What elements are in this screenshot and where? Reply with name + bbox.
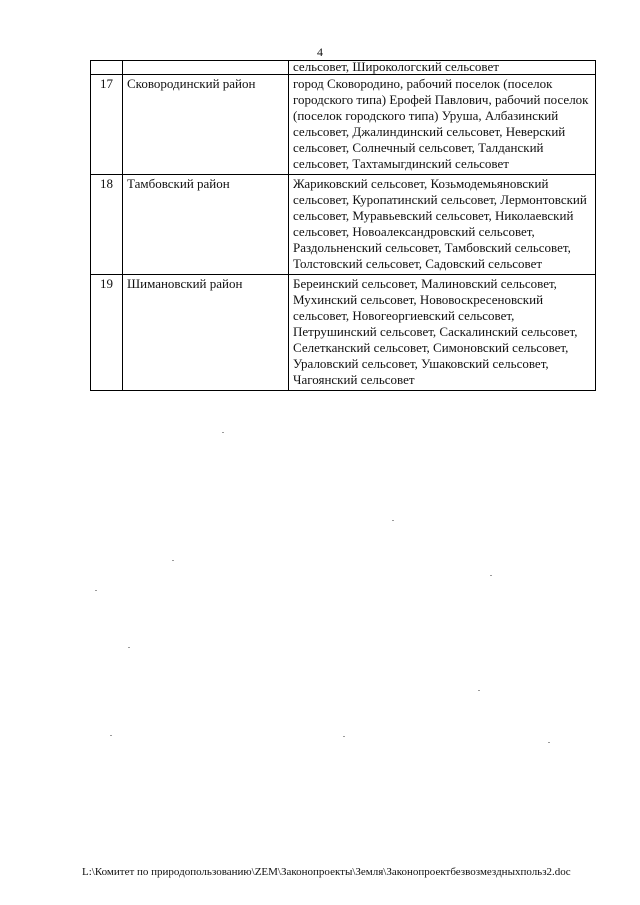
scan-speck bbox=[478, 690, 480, 691]
territories-table bbox=[90, 60, 596, 391]
district-name bbox=[123, 61, 289, 75]
scan-speck bbox=[222, 432, 224, 433]
table-row bbox=[91, 175, 596, 275]
settlement-list: Жариковский сельсовет, Козьмодемьяновский сельсовет, Куропатинский сельсовет, Лермонтовский сельсовет, Муравьевский сельсовет, Николаевский сельсовет, Новоалександровский сельсовет, Раздольненский сельсовет, Тамбовский сельсовет, Толстовский сельсовет, Садовский сельсовет bbox=[289, 175, 596, 275]
table-row bbox=[91, 75, 596, 175]
district-name: Шимановский район bbox=[123, 275, 289, 391]
page-number: 4 bbox=[317, 45, 323, 59]
scan-speck bbox=[343, 736, 345, 737]
settlement-list: сельсовет, Широкологский сельсовет bbox=[289, 61, 596, 75]
scan-speck bbox=[128, 647, 130, 648]
table-row bbox=[91, 275, 596, 391]
table-row-continuation bbox=[91, 61, 596, 75]
district-name: Сковородинский район bbox=[123, 75, 289, 175]
row-number: 17 bbox=[91, 75, 123, 175]
row-number: 18 bbox=[91, 175, 123, 275]
scan-speck bbox=[110, 735, 112, 736]
scan-speck bbox=[392, 520, 394, 521]
scan-speck bbox=[95, 590, 97, 591]
row-number bbox=[91, 61, 123, 75]
scan-speck bbox=[172, 560, 174, 561]
scan-speck bbox=[548, 742, 550, 743]
district-name: Тамбовский район bbox=[123, 175, 289, 275]
settlement-list: город Сковородино, рабочий поселок (поселок городского типа) Ерофей Павлович, рабочий поселок (поселок городского типа) Уруша, Албазинский сельсовет, Джалиндинский сельсовет, Неверский сельсовет, Солнечный сельсовет, Талданский сельсовет, Тахтамыгдинский сельсовет bbox=[289, 75, 596, 175]
row-number: 19 bbox=[91, 275, 123, 391]
document-file-path: L:\Комитет по природопользованию\ZEM\Законопроекты\Земля\Законопроектбезвозмездныхпольз2.doc bbox=[82, 866, 571, 878]
scan-speck bbox=[490, 575, 492, 576]
settlement-list: Береинский сельсовет, Малиновский сельсовет, Мухинский сельсовет, Нововоскресеновский сельсовет, Новогеоргиевский сельсовет, Петрушинский сельсовет, Саскалинский сельсовет, Селетканский сельсовет, Симоновский сельсовет, Ураловский сельсовет, Ушаковский сельсовет, Чагоянский сельсовет bbox=[289, 275, 596, 391]
